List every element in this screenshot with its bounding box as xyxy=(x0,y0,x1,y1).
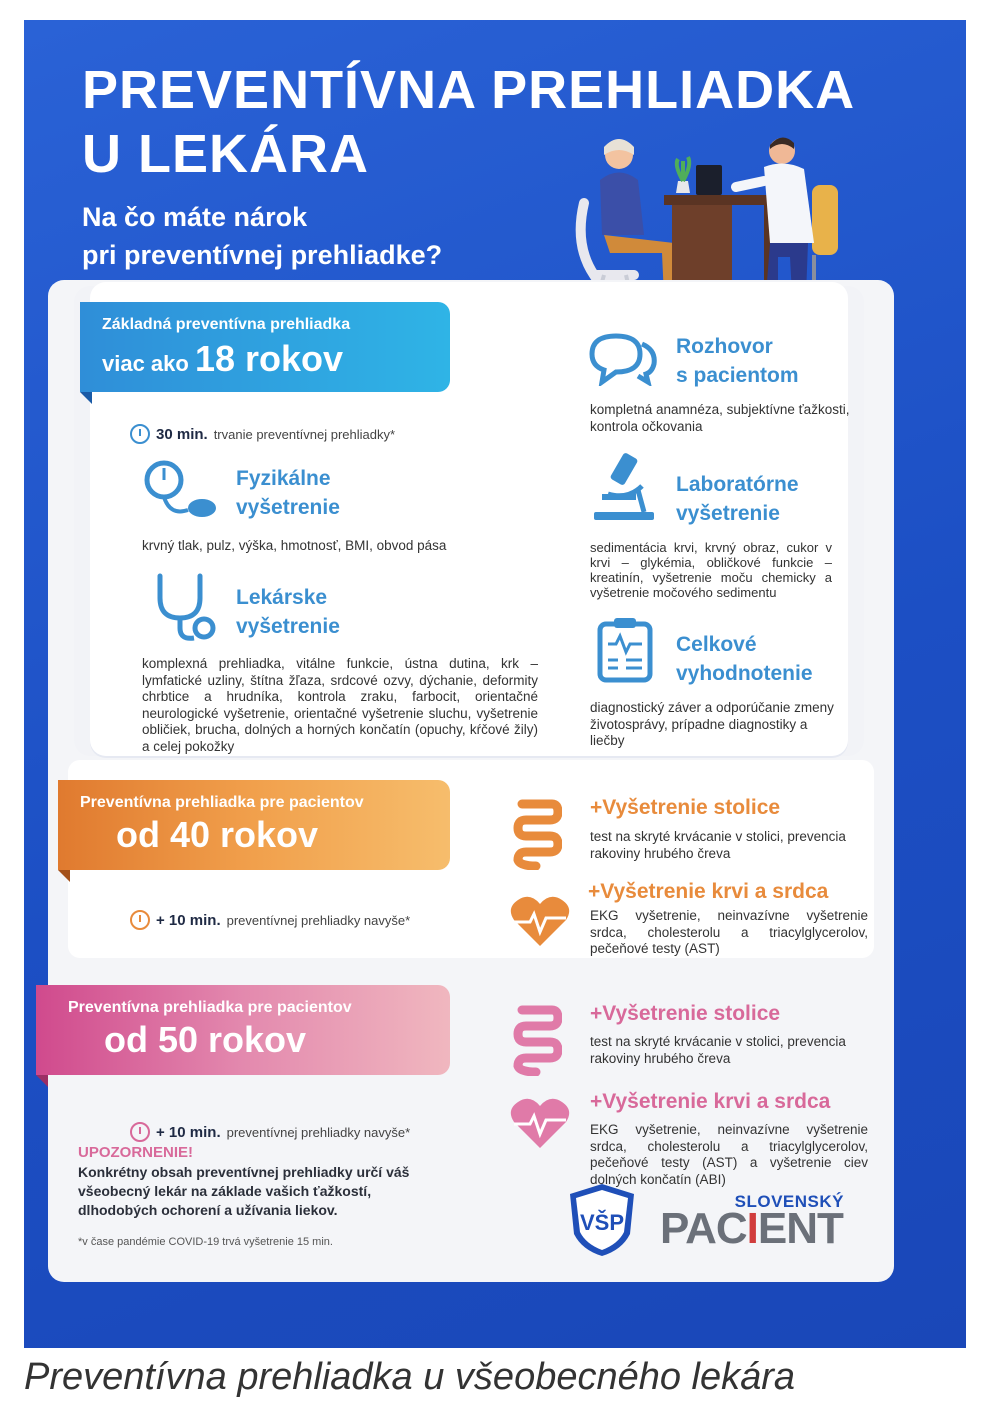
ribbon-age50-label: Preventívna prehliadka pre pacientov xyxy=(68,999,352,1016)
intestine-icon xyxy=(512,796,562,870)
slovensky-pacient-logo xyxy=(660,1186,850,1252)
age50-duration: + 10 min. preventívnej prehliadky navyše* xyxy=(130,1122,410,1142)
heart-ecg-icon xyxy=(508,892,572,950)
vsp-logo xyxy=(566,1182,638,1258)
conversation-text: kompletná anamnéza, subjektívne ťažkosti, kontrola očkovania xyxy=(590,402,850,434)
ribbon-age40-age: od 40 rokov xyxy=(116,814,319,855)
age40-blood-text: EKG vyšetrenie, neinvazívne vyšetrenie srdca, cholesterolu a triacylglycerolov, pečeňové testy (AST) xyxy=(590,908,868,956)
stopwatch-icon xyxy=(130,424,150,444)
ribbon-fold xyxy=(80,392,92,404)
svg-text:VŠP: VŠP xyxy=(579,1210,625,1235)
logo-text-top: SLOVENSKÝ xyxy=(734,1192,844,1211)
evaluation-title: Celkové vyhodnotenie xyxy=(676,633,813,685)
age40-duration: + 10 min. preventívnej prehliadky navyše* xyxy=(130,910,410,930)
footnote: *v čase pandémie COVID-19 trvá vyšetrenie 15 min. xyxy=(78,1236,333,1248)
stethoscope-icon xyxy=(150,570,220,644)
ribbon-age50 xyxy=(36,985,450,1075)
blood-pressure-icon xyxy=(142,458,218,522)
poster-title: PREVENTÍVNA PREHLIADKA U LEKÁRA xyxy=(82,60,856,184)
age40-stool-title: +Vyšetrenie stolice xyxy=(590,796,781,819)
age50-blood-title: +Vyšetrenie krvi a srdca xyxy=(590,1090,831,1113)
clipboard-icon xyxy=(596,616,654,684)
lab-exam-text: sedimentácia krvi, krvný obraz, cukor v krvi – glykémia, obličkové funkcie – kreatinín, vyšetrenie moču chemicky a vyšetrenie močového sedimentu xyxy=(590,540,832,600)
warning-title: UPOZORNENIE! xyxy=(78,1144,194,1161)
age50-stool-title: +Vyšetrenie stolice xyxy=(590,1002,781,1025)
stopwatch-icon xyxy=(130,1122,150,1142)
ribbon-fold xyxy=(36,1075,48,1087)
evaluation-text: diagnostický záver a odporúčanie zmeny životosprávy, prípadne diagnostiky a liečby xyxy=(590,700,834,748)
medical-exam-text: komplexná prehliadka, vitálne funkcie, ústna dutina, krk – lymfatické uzliny, štítna žľaza, srdcové ozvy, dýchanie, deformity chrbtice a hrudníka, kontrola zraku, farbocit, orientačné neurologické vyšetrenie, orientačné vyšetrenie sluchu, vyšetrenie obličiek, brucha, dolných a horných končatín (opuchy, kŕčové žily) a celej pokožky xyxy=(142,656,538,754)
age50-blood-text: EKG vyšetrenie, neinvazívne vyšetrenie srdca, cholesterolu a triacylglycerolov, pečeňové testy (AST) a vyšetrenie ciev dolných končatín (ABI) xyxy=(590,1122,868,1187)
poster-subtitle: Na čo máte nárok pri preventívnej prehliadke? xyxy=(82,202,443,270)
ribbon-basic-age: viac ako 18 rokov xyxy=(102,338,344,379)
medical-exam-title: Lekárske vyšetrenie xyxy=(236,586,340,638)
ribbon-basic-checkup xyxy=(80,302,450,392)
conversation-title: Rozhovor s pacientom xyxy=(676,335,799,387)
ribbon-fold xyxy=(58,870,70,882)
ribbon-age40 xyxy=(58,780,450,870)
speech-bubbles-icon xyxy=(586,330,660,386)
age50-stool-text: test na skryté krvácanie v stolici, prevencia rakoviny hrubého čreva xyxy=(590,1034,846,1066)
image-caption: Preventívna prehliadka u všeobecného lekára xyxy=(24,1356,796,1398)
ribbon-basic-label: Základná preventívna prehliadka xyxy=(102,316,351,333)
stopwatch-icon xyxy=(130,910,150,930)
physical-exam-text: krvný tlak, pulz, výška, hmotnosť, BMI, obvod pása xyxy=(142,538,447,553)
ribbon-age40-label: Preventívna prehliadka pre pacientov xyxy=(80,794,364,811)
heart-ecg-icon xyxy=(508,1094,572,1152)
lab-exam-title: Laboratórne vyšetrenie xyxy=(676,473,799,525)
physical-exam-title: Fyzikálne vyšetrenie xyxy=(236,467,340,519)
microscope-icon xyxy=(588,450,658,524)
intestine-icon xyxy=(512,1002,562,1076)
logo-text-main: PACIENT xyxy=(660,1204,843,1253)
ribbon-age50-age: od 50 rokov xyxy=(104,1019,307,1060)
basic-duration: 30 min. trvanie preventívnej prehliadky* xyxy=(130,424,395,444)
age40-stool-text: test na skryté krvácanie v stolici, prevencia rakoviny hrubého čreva xyxy=(590,829,846,861)
age40-blood-title: +Vyšetrenie krvi a srdca xyxy=(588,880,829,903)
warning-text: Konkrétny obsah preventívnej prehliadky určí váš všeobecný lekár na základe vašich ťažkostí, dlhodobých ochorení a užívania liekov. xyxy=(78,1164,410,1218)
